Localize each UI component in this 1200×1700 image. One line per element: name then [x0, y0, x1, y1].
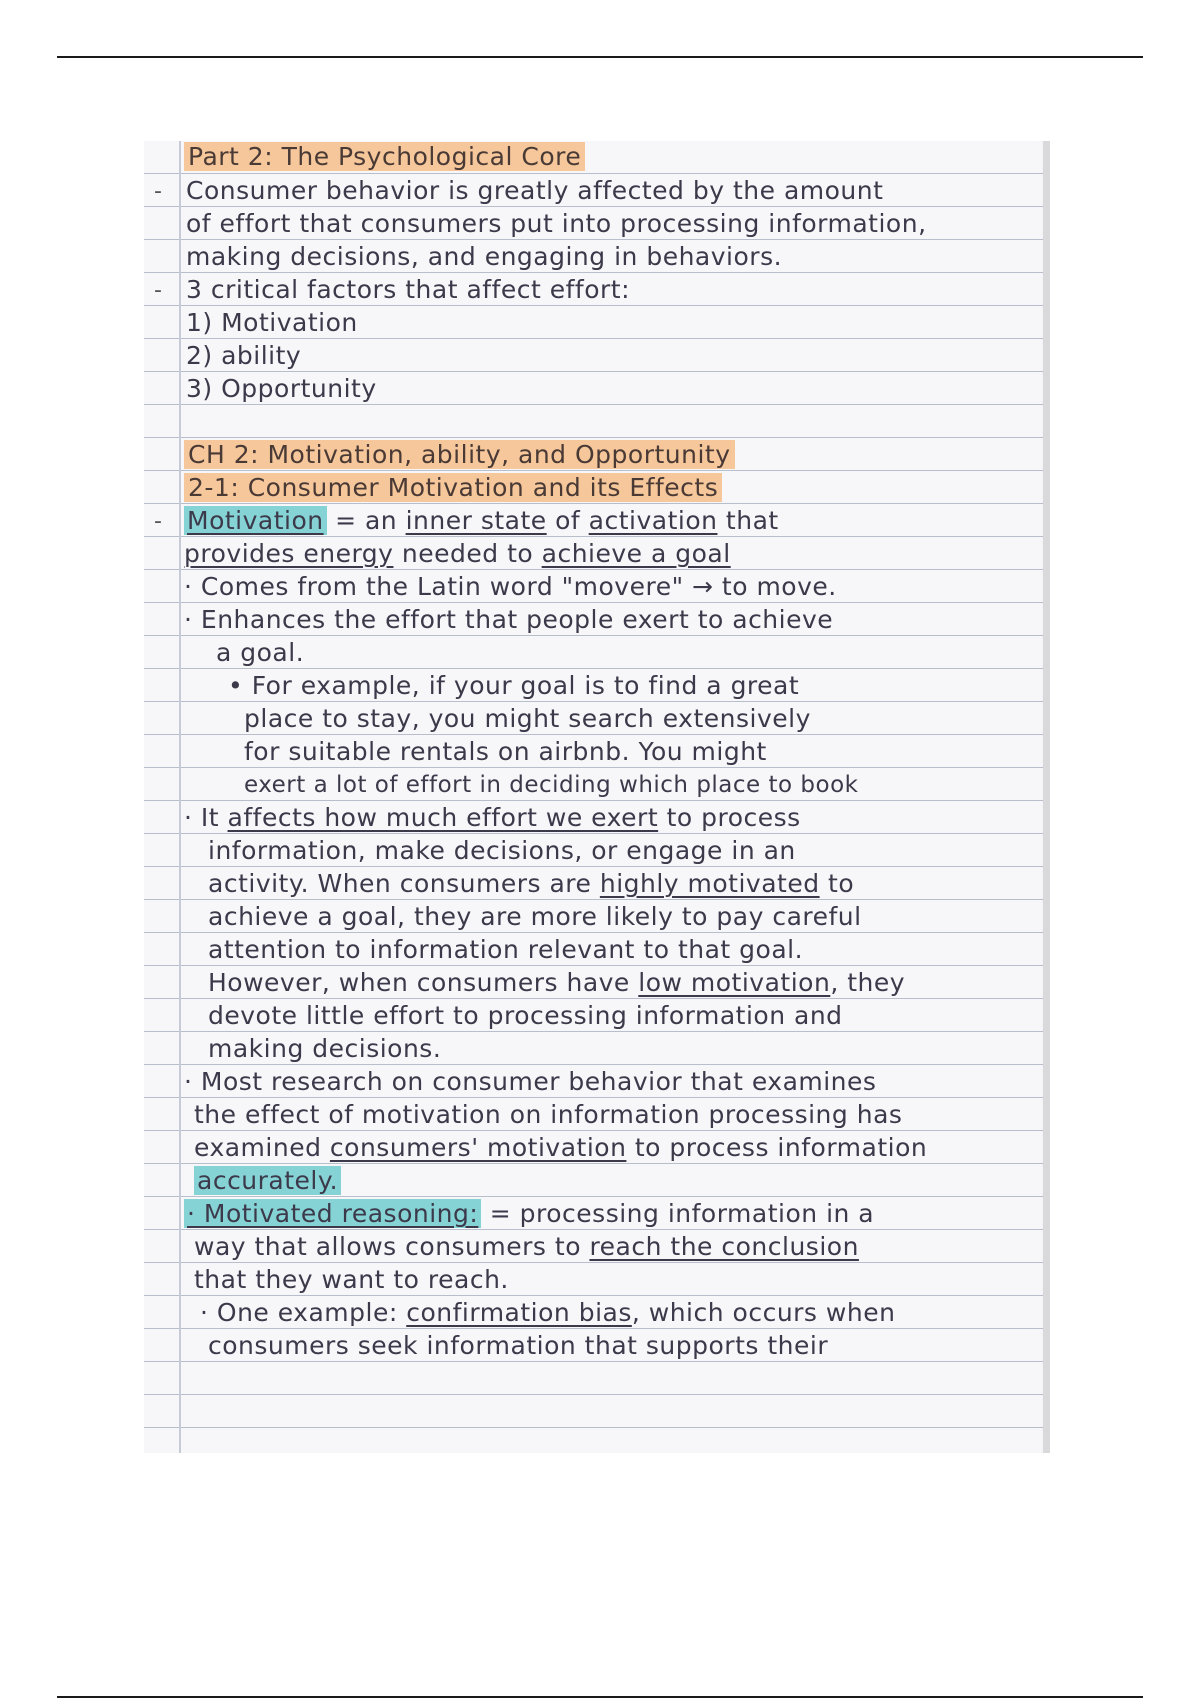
confirmation-underlined: confirmation bias: [406, 1298, 632, 1327]
example-line: • For example, if your goal is to find a great: [228, 671, 800, 700]
research-line-4: [194, 1165, 341, 1197]
reasoning-text: way that allows consumers to: [194, 1232, 590, 1261]
research-underlined: consumers' motivation: [329, 1133, 627, 1162]
confirmation-line-1: [200, 1297, 895, 1329]
affects-line-5: attention to information relevant to that goal.: [208, 935, 804, 964]
page-bottom-rule: [57, 1696, 1143, 1698]
definition-underlined: inner state: [405, 506, 547, 535]
affects-text: activity. When consumers are: [208, 869, 600, 898]
para1-line-2: of effort that consumers put into processing information,: [186, 209, 927, 238]
affects-underlined: affects how much effort we exert: [227, 803, 659, 832]
chapter-heading: [184, 439, 735, 471]
definition-line-2: [184, 538, 731, 570]
affects-line-8: making decisions.: [208, 1034, 442, 1063]
confirmation-line-2: consumers seek information that supports their: [208, 1331, 829, 1360]
motivation-term: Motivation: [184, 506, 327, 535]
definition-line-1: [184, 505, 779, 537]
factor-item: 2) ability: [186, 341, 302, 370]
definition-underlined: provides energy: [184, 539, 394, 568]
bullet-dash: -: [154, 509, 162, 534]
motivated-reasoning-term: · Motivated reasoning:: [184, 1199, 481, 1228]
para1-line-3: making decisions, and engaging in behaviors.: [186, 242, 783, 271]
bullet-dash: -: [154, 179, 162, 204]
research-line-3: [194, 1132, 927, 1164]
chapter-heading-text: CH 2: Motivation, ability, and Opportunity: [184, 440, 735, 469]
affects-line-2: information, make decisions, or engage in an: [208, 836, 796, 865]
example-line: exert a lot of effort in deciding which place to book: [244, 772, 859, 798]
research-line-1: · Most research on consumer behavior that examines: [184, 1067, 877, 1096]
factor-item: 1) Motivation: [186, 308, 358, 337]
research-text: to process information: [626, 1133, 928, 1162]
reasoning-underlined: reach the conclusion: [589, 1232, 859, 1261]
definition-underlined: activation: [588, 506, 718, 535]
affects-line-7: devote little effort to processing information and: [208, 1001, 843, 1030]
affects-line-3: [208, 868, 854, 900]
section-heading: [184, 472, 722, 504]
affects-underlined: highly motivated: [599, 869, 820, 898]
affects-underlined: low motivation: [638, 968, 831, 997]
example-line: for suitable rentals on airbnb. You might: [244, 737, 767, 766]
factors-intro: 3 critical factors that affect effort:: [186, 275, 631, 304]
reasoning-line-3: that they want to reach.: [194, 1265, 509, 1294]
affects-line-4: achieve a goal, they are more likely to pay careful: [208, 902, 862, 931]
enhances-line-1: · Enhances the effort that people exert to achieve: [184, 605, 834, 634]
para1-line-1: Consumer behavior is greatly affected by the amount: [186, 176, 884, 205]
reasoning-line-2: [194, 1231, 859, 1263]
definition-text: = an: [326, 506, 406, 535]
affects-line-1: [184, 802, 801, 834]
research-text: examined: [194, 1133, 330, 1162]
research-line-2: the effect of motivation on information processing has: [194, 1100, 903, 1129]
affects-text: to process: [658, 803, 801, 832]
part-heading-text: Part 2: The Psychological Core: [184, 142, 585, 171]
bullet-dash: -: [154, 278, 162, 303]
page-top-rule: [57, 56, 1143, 58]
definition-underlined: achieve a goal: [541, 539, 731, 568]
notebook-page-scan: [144, 141, 1050, 1453]
part-heading: [184, 141, 585, 173]
enhances-line-2: a goal.: [216, 638, 305, 667]
confirmation-text: , which occurs when: [631, 1298, 896, 1327]
affects-line-6: [208, 967, 905, 999]
reasoning-text: = processing information in a: [481, 1199, 875, 1228]
section-heading-text: 2-1: Consumer Motivation and its Effects: [184, 473, 722, 502]
latin-origin: · Comes from the Latin word "movere" → to move.: [184, 572, 837, 601]
affects-text: · It: [184, 803, 228, 832]
handwritten-notes: [144, 141, 1050, 1453]
example-line: place to stay, you might search extensively: [244, 704, 811, 733]
accurately-highlight: accurately.: [194, 1166, 341, 1195]
reasoning-line-1: [184, 1198, 874, 1230]
definition-text: of: [546, 506, 589, 535]
confirmation-text: · One example:: [200, 1298, 407, 1327]
factor-item: 3) Opportunity: [186, 374, 377, 403]
definition-text: that: [717, 506, 779, 535]
affects-text: However, when consumers have: [208, 968, 639, 997]
definition-text: needed to: [393, 539, 542, 568]
affects-text: to: [819, 869, 855, 898]
affects-text: , they: [830, 968, 906, 997]
